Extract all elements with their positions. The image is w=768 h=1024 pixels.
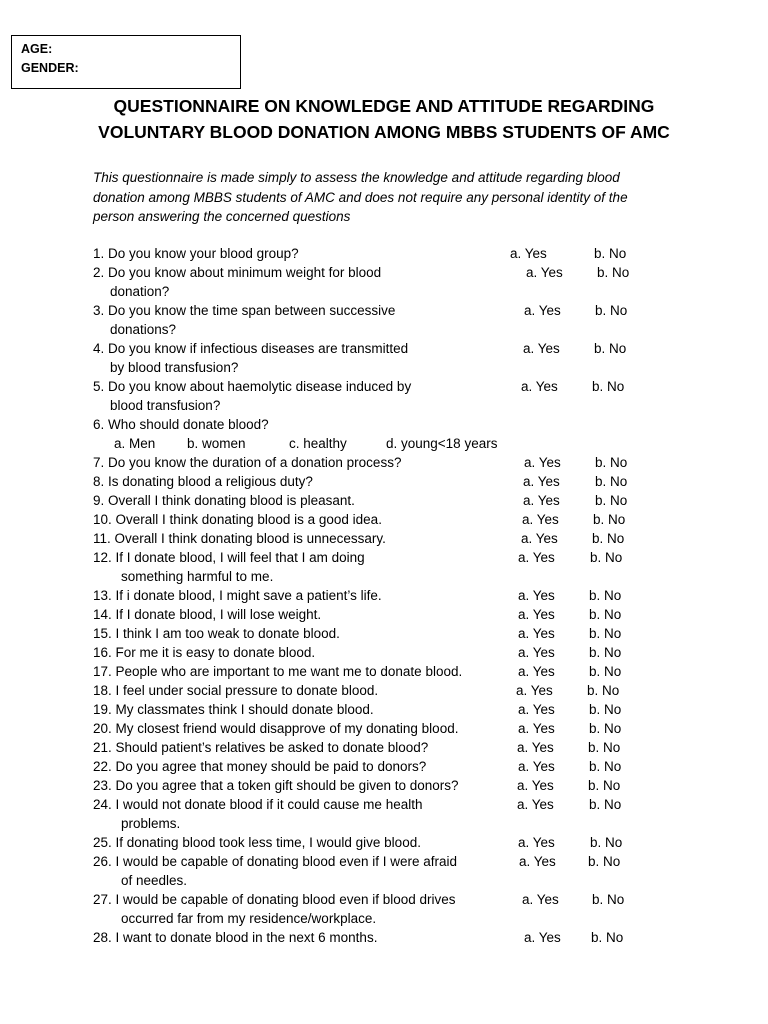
question-item <box>0 795 768 831</box>
question-text: 3. Do you know the time span between successive <box>93 303 396 318</box>
question-item <box>0 928 768 947</box>
question-text: 6. Who should donate blood? <box>93 417 269 432</box>
question-text: 9. Overall I think donating blood is pleasant. <box>93 493 355 508</box>
answer-option-yes[interactable]: a. Yes <box>523 341 560 356</box>
answer-option-yes[interactable]: a. Yes <box>518 607 555 622</box>
answer-option-no[interactable]: b. No <box>597 265 630 280</box>
question-item <box>0 605 768 624</box>
answer-option-yes[interactable]: a. Yes <box>518 550 555 565</box>
question-text: 12. If I donate blood, I will feel that I am doing <box>93 550 365 565</box>
question-item <box>0 643 768 662</box>
question-item <box>0 510 768 529</box>
question-item <box>0 453 768 472</box>
question-item <box>0 244 768 263</box>
answer-option-yes[interactable]: a. Yes <box>516 683 553 698</box>
answer-option-yes[interactable]: a. Yes <box>518 588 555 603</box>
question-text: 20. My closest friend would disapprove of my donating blood. <box>93 721 459 736</box>
question-text: 17. People who are important to me want me to donate blood. <box>93 664 463 679</box>
answer-option-yes[interactable]: a. Yes <box>518 626 555 641</box>
answer-option-yes[interactable]: a. Yes <box>523 474 560 489</box>
question-text-continued: of needles. <box>121 873 188 888</box>
question-text: 8. Is donating blood a religious duty? <box>93 474 313 489</box>
answer-option-no[interactable]: b. No <box>595 455 628 470</box>
answer-option[interactable]: b. women <box>187 436 246 451</box>
question-text-continued: something harmful to me. <box>121 569 274 584</box>
question-item <box>0 700 768 719</box>
question-text: 16. For me it is easy to donate blood. <box>93 645 316 660</box>
answer-option[interactable]: a. Men <box>114 436 156 451</box>
answer-option-yes[interactable]: a. Yes <box>522 892 559 907</box>
answer-option-no[interactable]: b. No <box>589 645 622 660</box>
answer-option-no[interactable]: b. No <box>589 759 622 774</box>
answer-option-no[interactable]: b. No <box>591 930 624 945</box>
question-item <box>0 472 768 491</box>
question-text: 4. Do you know if infectious diseases are transmitted <box>93 341 409 356</box>
question-text: 23. Do you agree that a token gift should be given to donors? <box>93 778 459 793</box>
question-text: 28. I want to donate blood in the next 6 months. <box>93 930 378 945</box>
question-item <box>0 529 768 548</box>
answer-option-yes[interactable]: a. Yes <box>526 265 563 280</box>
answer-option-yes[interactable]: a. Yes <box>518 759 555 774</box>
title-line-1: QUESTIONNAIRE ON KNOWLEDGE AND ATTITUDE REGARDING <box>113 96 655 116</box>
question-item <box>0 738 768 757</box>
title-line-2: VOLUNTARY BLOOD DONATION AMONG MBBS STUDENTS OF AMC <box>98 122 670 142</box>
question-text: 21. Should patient’s relatives be asked to donate blood? <box>93 740 429 755</box>
question-item <box>0 852 768 888</box>
answer-option-no[interactable]: b. No <box>595 474 628 489</box>
answer-option-yes[interactable]: a. Yes <box>517 740 554 755</box>
question-text-continued: blood transfusion? <box>110 398 221 413</box>
answer-option-no[interactable]: b. No <box>589 588 622 603</box>
answer-option-yes[interactable]: a. Yes <box>517 797 554 812</box>
answer-option-no[interactable]: b. No <box>590 550 623 565</box>
question-text-continued: problems. <box>121 816 181 831</box>
answer-option-no[interactable]: b. No <box>592 379 625 394</box>
answer-option-no[interactable]: b. No <box>595 493 628 508</box>
answer-option-yes[interactable]: a. Yes <box>517 778 554 793</box>
question-item <box>0 415 768 451</box>
question-text: 10. Overall I think donating blood is a good idea. <box>93 512 382 527</box>
answer-option-yes[interactable]: a. Yes <box>521 379 558 394</box>
question-item <box>0 263 768 299</box>
answer-option-no[interactable]: b. No <box>589 626 622 641</box>
question-text-continued: donations? <box>110 322 177 337</box>
answer-option-no[interactable]: b. No <box>594 341 627 356</box>
answer-option-yes[interactable]: a. Yes <box>524 930 561 945</box>
question-item <box>0 377 768 413</box>
answer-option-no[interactable]: b. No <box>590 835 623 850</box>
question-item <box>0 833 768 852</box>
gender-label: GENDER: <box>21 61 79 75</box>
answer-option-yes[interactable]: a. Yes <box>521 531 558 546</box>
question-text: 24. I would not donate blood if it could cause me health <box>93 797 423 812</box>
answer-option-no[interactable]: b. No <box>589 721 622 736</box>
answer-option-no[interactable]: b. No <box>592 531 625 546</box>
questionnaire-title <box>0 93 768 145</box>
question-item <box>0 586 768 605</box>
question-item <box>0 301 768 337</box>
answer-option-no[interactable]: b. No <box>587 683 620 698</box>
answer-option-yes[interactable]: a. Yes <box>510 246 547 261</box>
question-text-continued: by blood transfusion? <box>110 360 239 375</box>
question-item <box>0 757 768 776</box>
question-item <box>0 681 768 700</box>
answer-option-no[interactable]: b. No <box>595 303 628 318</box>
question-item <box>0 890 768 926</box>
question-text: 5. Do you know about haemolytic disease induced by <box>93 379 412 394</box>
question-text: 2. Do you know about minimum weight for blood <box>93 265 382 280</box>
question-item <box>0 548 768 584</box>
question-text-continued: donation? <box>110 284 170 299</box>
answer-option[interactable]: c. healthy <box>289 436 347 451</box>
question-text: 19. My classmates think I should donate blood. <box>93 702 374 717</box>
answer-option-yes[interactable]: a. Yes <box>518 721 555 736</box>
answer-option-yes[interactable]: a. Yes <box>522 512 559 527</box>
question-text: 27. I would be capable of donating blood even if blood drives <box>93 892 456 907</box>
question-text: 1. Do you know your blood group? <box>93 246 299 261</box>
question-text: 14. If I donate blood, I will lose weight. <box>93 607 322 622</box>
question-text: 15. I think I am too weak to donate blood. <box>93 626 340 641</box>
answer-option-yes[interactable]: a. Yes <box>524 303 561 318</box>
answer-option-yes[interactable]: a. Yes <box>524 455 561 470</box>
answer-option-yes[interactable]: a. Yes <box>518 702 555 717</box>
answer-option-no[interactable]: b. No <box>594 246 627 261</box>
answer-option-no[interactable]: b. No <box>589 797 622 812</box>
question-item <box>0 662 768 681</box>
answer-option-yes[interactable]: a. Yes <box>518 664 555 679</box>
answer-option-no[interactable]: b. No <box>589 607 622 622</box>
question-text: 22. Do you agree that money should be paid to donors? <box>93 759 427 774</box>
answer-option-no[interactable]: b. No <box>589 664 622 679</box>
question-text-continued: occurred far from my residence/workplace. <box>121 911 377 926</box>
question-text: 7. Do you know the duration of a donation process? <box>93 455 402 470</box>
answer-option[interactable]: d. young<18 years <box>386 436 498 451</box>
question-text: 26. I would be capable of donating blood even if I were afraid <box>93 854 457 869</box>
respondent-info-box <box>11 35 241 89</box>
answer-option-yes[interactable]: a. Yes <box>518 835 555 850</box>
question-text: 13. If i donate blood, I might save a patient’s life. <box>93 588 382 603</box>
question-item <box>0 776 768 795</box>
answer-option-no[interactable]: b. No <box>588 740 621 755</box>
question-item <box>0 491 768 510</box>
answer-option-no[interactable]: b. No <box>588 778 621 793</box>
answer-option-yes[interactable]: a. Yes <box>518 645 555 660</box>
answer-option-no[interactable]: b. No <box>593 512 626 527</box>
answer-option-no[interactable]: b. No <box>588 854 621 869</box>
question-text: 25. If donating blood took less time, I would give blood. <box>93 835 421 850</box>
question-text: 18. I feel under social pressure to donate blood. <box>93 683 379 698</box>
answer-option-yes[interactable]: a. Yes <box>519 854 556 869</box>
answer-option-no[interactable]: b. No <box>592 892 625 907</box>
answer-option-no[interactable]: b. No <box>589 702 622 717</box>
question-item <box>0 719 768 738</box>
age-label: AGE: <box>21 42 53 56</box>
intro-paragraph: This questionnaire is made simply to assess the knowledge and attitude regarding blood donation among MBBS students of AMC and does not require any personal identity of the person answering the concerned questions <box>93 170 628 224</box>
question-text: 11. Overall I think donating blood is unnecessary. <box>93 531 386 546</box>
answer-option-yes[interactable]: a. Yes <box>523 493 560 508</box>
question-item <box>0 339 768 375</box>
question-item <box>0 624 768 643</box>
